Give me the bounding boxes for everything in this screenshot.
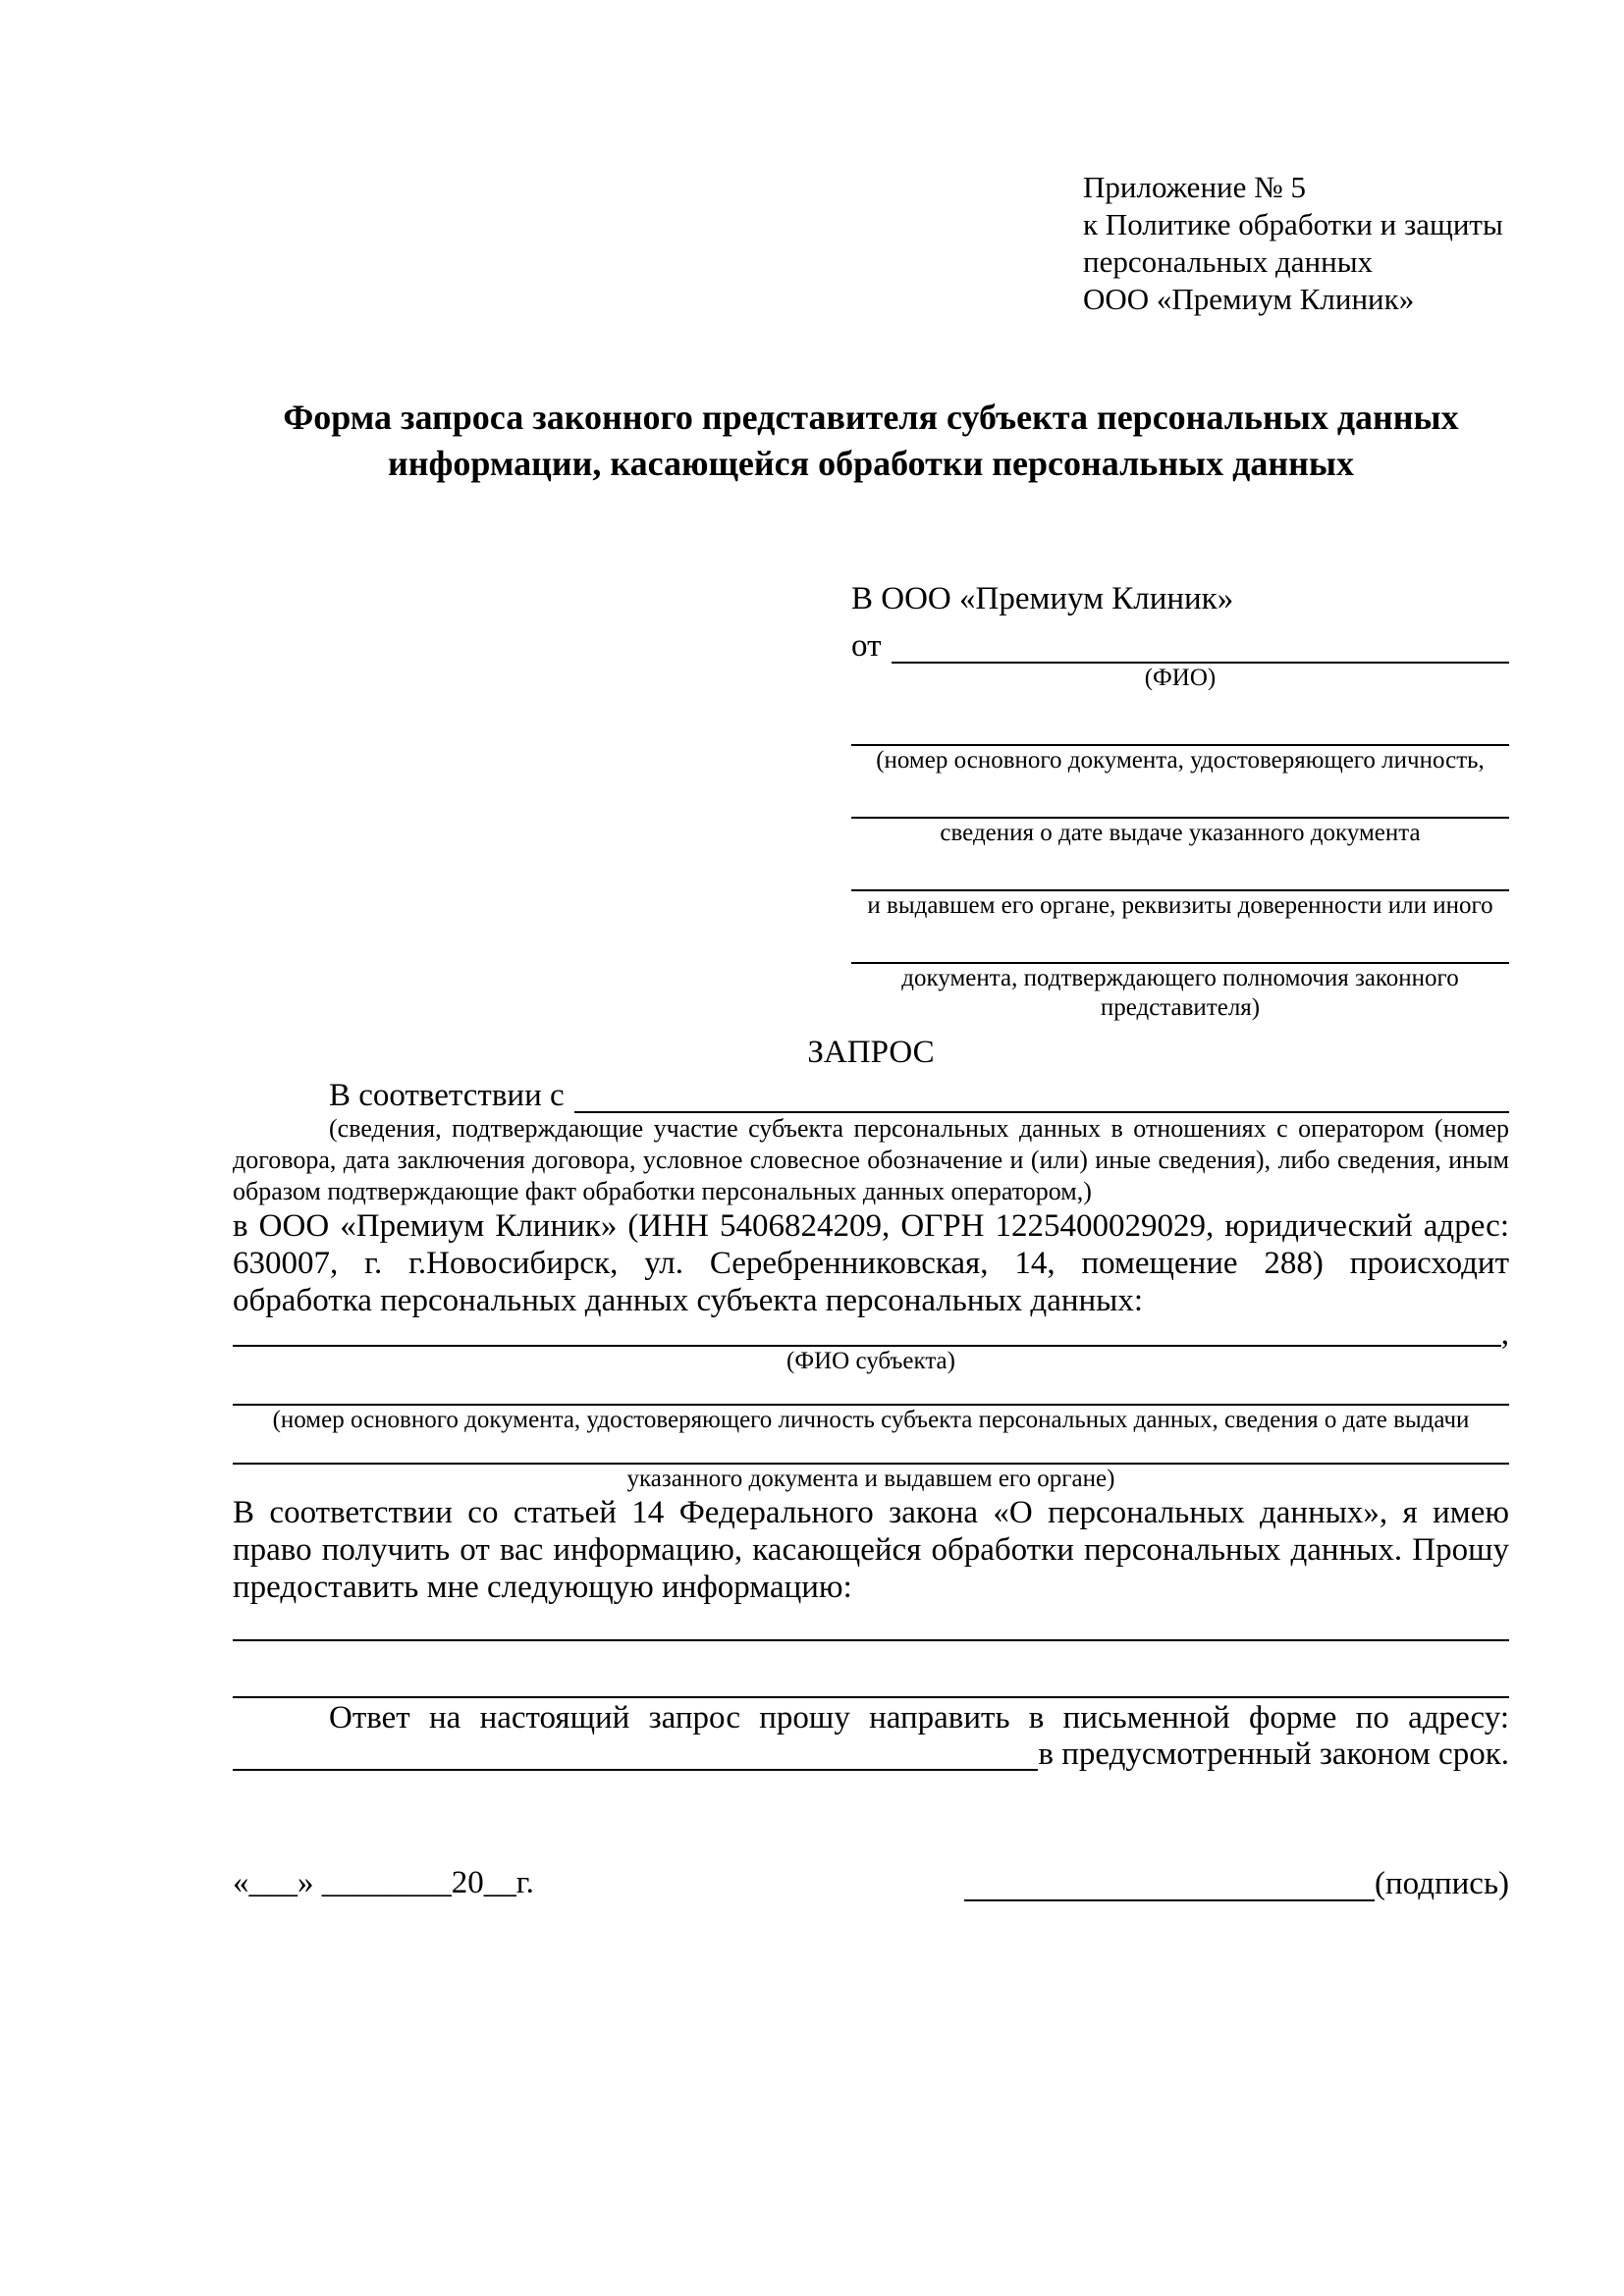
accordance-blank-field[interactable] [574, 1072, 1509, 1113]
date-signature-row [233, 1865, 1509, 1901]
answer-paragraph: Ответ на настоящий запрос прошу направить в письменной форме по адресу: [329, 1700, 1509, 1735]
authority-confirmation-caption: документа, подтверждающего полномочия законного представителя) [901, 965, 1459, 1021]
subject-document-blank-field-2[interactable] [233, 1435, 1509, 1465]
addressee-organization: В ООО «Премиум Клиник» [851, 581, 1234, 616]
fio-caption: (ФИО) [1144, 665, 1217, 691]
document-issue-date-blank-field[interactable] [851, 775, 1509, 819]
request-heading: ЗАПРОС [807, 1035, 935, 1070]
accordance-note: (сведения, подтверждающие участие субъекта персональных данных в отношениях с оператором (номер договора, дата заключения договора, условное словесное обозначение и (или) иные сведения), либо сведения, иным образом подтверждающие факт обработки персональных данных оператором,) [233, 1114, 1509, 1205]
issuing-authority-blank-field[interactable] [851, 848, 1509, 891]
authority-confirmation-blank-field[interactable] [851, 921, 1509, 964]
accordance-row [233, 1072, 1509, 1113]
appendix-line: ООО «Премиум Клиник» [1083, 282, 1415, 316]
representative-field-caption: (номер основного документа, удостоверяющего личность, [876, 747, 1485, 774]
appendix-block [1083, 169, 1509, 318]
from-name-blank-field[interactable] [892, 618, 1510, 664]
requested-info-blank-line-2[interactable] [233, 1641, 1509, 1698]
answer-address-row [233, 1737, 1509, 1771]
answer-address-blank-field[interactable] [233, 1737, 1038, 1771]
appendix-line: персональных данных [1083, 244, 1374, 279]
document-issue-date-caption: сведения о дате выдаче указанного документа [940, 820, 1421, 846]
from-label: от [851, 628, 882, 664]
answer-tail-text: в предусмотренный законом срок. [1038, 1736, 1509, 1772]
signature-group [964, 1866, 1509, 1901]
subject-document-caption-1: (номер основного документа, удостоверяющего личность субъекта персональных данных, сведения о дате выдачи [272, 1407, 1470, 1433]
form-title-line-2: информации, касающейся обработки персональных данных [388, 444, 1354, 483]
appendix-line: Приложение № 5 [1083, 170, 1306, 204]
subject-comma: , [1500, 1316, 1509, 1352]
addressee-block [851, 579, 1509, 1023]
subject-fio-blank-field[interactable] [233, 1319, 1501, 1347]
issuing-authority-caption: и выдавшем его органе, реквизиты доверенности или иного [867, 892, 1493, 919]
from-row [851, 618, 1509, 664]
signature-blank-field[interactable] [964, 1872, 1375, 1901]
law-paragraph: В соответствии со статьей 14 Федерального закона «О персональных данных», я имею право получить от вас информацию, касающейся обработки персональных данных. Прошу предоставить мне следующую информацию: [233, 1495, 1509, 1605]
accordance-lead: В соответствии с [329, 1078, 565, 1113]
subject-document-caption-2: указанного документа и выдавшем его органе) [626, 1466, 1115, 1492]
operator-paragraph: в ООО «Премиум Клиник» (ИНН 5406824209, ОГРН 1225400029029, юридический адрес: 630007, г. г.Новосибирск, ул. Серебренниковская, 14, помещение 288) происходит обработка персональных данных субъекта персональных данных: [233, 1208, 1509, 1318]
subject-fio-row [233, 1316, 1509, 1352]
subject-document-blank-field[interactable] [233, 1376, 1509, 1406]
representative-document-blank-field[interactable] [851, 693, 1509, 746]
form-title-line-1: Форма запроса законного представителя субъекта персональных данных [283, 398, 1459, 437]
date-blank-field[interactable]: «___» ________20__г. [233, 1865, 534, 1900]
signature-caption: (подпись) [1375, 1866, 1509, 1901]
appendix-line: к Политике обработки и защиты [1083, 207, 1503, 241]
form-title [233, 395, 1509, 487]
subject-fio-caption: (ФИО субъекта) [786, 1348, 955, 1374]
requested-info-blank-line-1[interactable] [233, 1606, 1509, 1641]
